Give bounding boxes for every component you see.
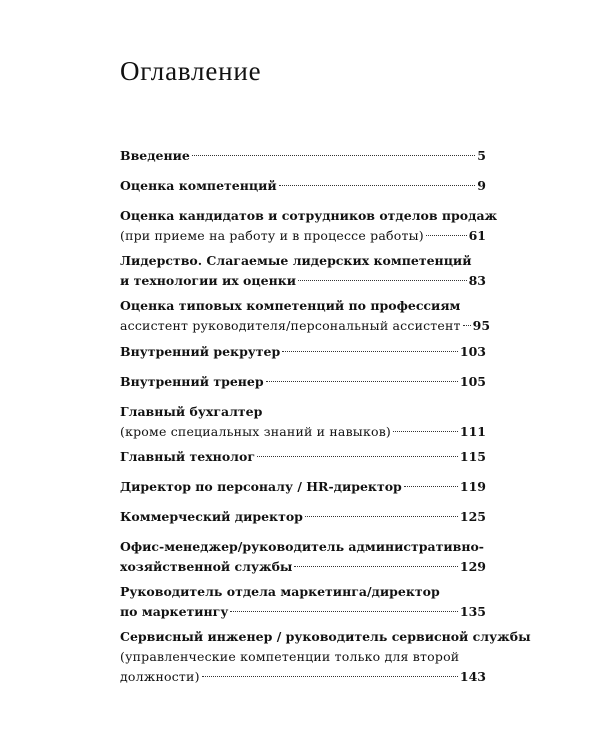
toc-entry-title: по маркетингу [120,604,229,619]
toc-entry[interactable] [120,507,486,527]
toc-entry-title: Офис-менеджер/руководитель административно- [120,539,484,554]
dot-leader [230,611,458,612]
toc-entry[interactable] [120,206,498,246]
toc-entry[interactable] [120,296,491,336]
toc-entry-title: Оценка компетенций [120,178,277,193]
toc-entry-title: (кроме специальных знаний и навыков) [120,424,392,439]
toc-entry-title: хозяйственной службы [120,559,293,574]
toc-entry-line [120,402,486,422]
toc-entry[interactable] [120,537,486,577]
toc-entry-title: Директор по персоналу / HR-директор [120,479,402,494]
toc-entry-line [120,316,491,336]
toc-entry-line [120,582,486,602]
toc-entry-line [120,507,486,527]
toc-entry-title: Сервисный инженер / руководитель сервисной службы [120,629,531,644]
toc-entry-title: должности) [120,669,200,684]
toc-entry-line [120,206,498,226]
dot-leader [279,185,476,186]
toc-page-number: 9 [477,178,486,193]
toc-page-number: 143 [459,669,486,684]
toc-page-number: 83 [468,273,486,288]
toc-entry-title: (управленческие компетенции только для второй [120,649,460,664]
toc-page-number: 103 [459,344,486,359]
toc-entry-line [120,602,486,622]
toc-entry-line [120,647,486,667]
dot-leader [266,381,458,382]
toc-entry[interactable] [120,447,486,467]
dot-leader [298,280,467,281]
toc-page-number: 115 [459,449,486,464]
toc-page-number: 125 [459,509,486,524]
toc-entry-line [120,537,486,557]
toc-entry-line [120,146,486,166]
toc-page-number: 95 [472,318,491,333]
toc-entry-line [120,176,486,196]
toc-entry[interactable] [120,251,486,291]
page-title: Оглавление [120,56,262,86]
toc-entry-title: Руководитель отдела маркетинга/директор [120,584,440,599]
toc-page-number: 5 [477,148,486,163]
toc-entry-title: Введение [120,148,190,163]
dot-leader [426,235,467,236]
toc-entry-line [120,627,531,647]
toc-entry-line [120,271,486,291]
dot-leader [404,486,458,487]
toc-entry-title: Коммерческий директор [120,509,303,524]
dot-leader [202,676,458,677]
toc-entry-line [120,342,486,362]
toc-entry[interactable] [120,627,531,687]
toc-entry-line [120,667,486,687]
toc-entry-line [120,422,486,442]
toc-page-number: 119 [459,479,486,494]
toc-page-number: 129 [459,559,486,574]
toc-entry-title: Внутренний рекрутер [120,344,281,359]
dot-leader [393,431,458,432]
toc-entry-title: Оценка типовых компетенций по профессиям [120,298,461,313]
dot-leader [257,456,458,457]
dot-leader [294,566,457,567]
toc-entry[interactable] [120,402,486,442]
toc-entry-title: Оценка кандидатов и сотрудников отделов продаж [120,208,498,223]
toc-page-number: 61 [468,228,486,243]
toc-entry[interactable] [120,372,486,392]
toc-entry-title: Внутренний тренер [120,374,264,389]
toc-entry-title: Главный технолог [120,449,255,464]
toc-entry[interactable] [120,146,486,166]
dot-leader [192,155,475,156]
toc-page-number: 135 [459,604,486,619]
toc-entry[interactable] [120,176,486,196]
toc-entry-title: Главный бухгалтер [120,404,263,419]
toc-page-number: 111 [459,424,486,439]
dot-leader [463,325,471,326]
toc-entry[interactable] [120,582,486,622]
toc-entry-line [120,226,486,246]
toc-entry-line [120,372,486,392]
toc-page-number: 105 [459,374,486,389]
dot-leader [282,351,458,352]
dot-leader [305,516,458,517]
toc-entry-line [120,251,486,271]
toc-entry-line [120,557,486,577]
toc-entry-title: Лидерство. Слагаемые лидерских компетенций [120,253,472,268]
toc-entry-title: ассистент руководителя/персональный ассистент [120,318,461,333]
toc-entry[interactable] [120,342,486,362]
toc-entry-title: и технологии их оценки [120,273,297,288]
toc-entry-line [120,477,486,497]
toc-entry-line [120,296,486,316]
toc-entry[interactable] [120,477,486,497]
toc-entry-title: (при приеме на работу и в процессе работы) [120,228,424,243]
toc-entry-line [120,447,486,467]
